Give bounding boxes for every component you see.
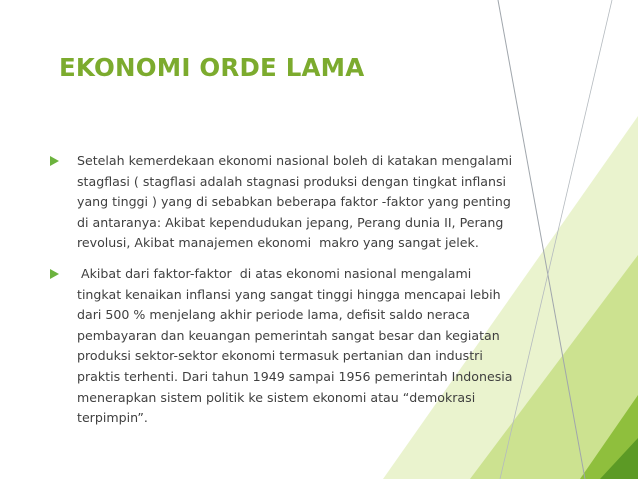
bullet-item [47, 151, 567, 254]
triangle-bullet-icon [50, 156, 59, 166]
bullet-text: Setelah kemerdekaan ekonomi nasional boleh di katakan mengalami stagflasi ( stagflasi adalah stagnasi produksi dengan tingkat inflansi yang tinggi ) yang di sebabkan beberapa faktor -faktor yang penting di antaranya: Akibat kependudukan jepang, Perang dunia II, Perang revolusi, Akibat manajemen ekonomi makro yang sangat jelek. [77, 153, 513, 251]
bullet-list [47, 151, 567, 439]
slide-title: EKONOMI ORDE LAMA [59, 53, 365, 82]
bullet-text: Akibat dari faktor-faktor di atas ekonomi nasional mengalami tingkat kenaikan inflansi yang sangat tinggi hingga mencapai lebih dari 500 % menjelang akhir periode lama, defisit saldo neraca pembayaran dan keuangan pemerintah sangat besar dan kegiatan produksi sektor-sektor ekonomi termasuk pertanian dan industri praktis terhenti. Dari tahun 1949 sampai 1956 pemerintah Indonesia menerapkan sistem politik ke sistem ekonomi atau “demokrasi terpimpin”. [77, 265, 513, 426]
bullet-item [47, 264, 567, 429]
triangle-bullet-icon [50, 269, 59, 279]
